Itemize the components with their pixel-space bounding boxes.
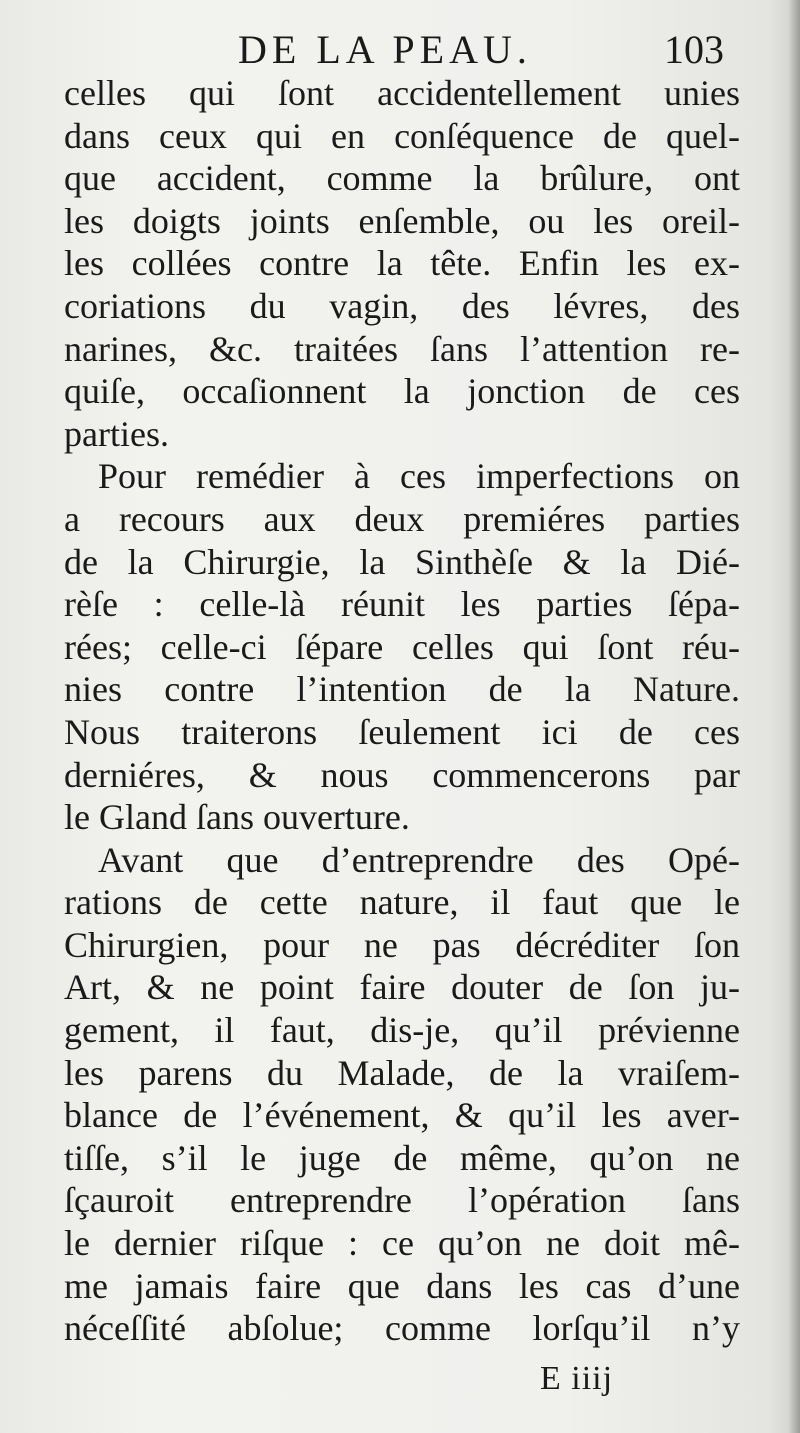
text-line: a recours aux deux premiéres parties bbox=[64, 498, 740, 539]
running-head: DE LA PEAU. bbox=[238, 27, 532, 72]
text-line: parties. bbox=[64, 413, 169, 454]
text-line: blance de l’événement, & qu’il les aver- bbox=[64, 1095, 740, 1136]
text-line: que accident, comme la brûlure, ont bbox=[64, 158, 740, 199]
text-line: gement, il faut, dis-je, qu’il prévienne bbox=[64, 1010, 740, 1051]
text-line: tiſſe, s’il le juge de même, qu’on ne bbox=[64, 1137, 740, 1178]
page-number: 103 bbox=[664, 27, 724, 72]
body-text bbox=[64, 72, 740, 1350]
text-line: rées; celle-ci ſépare celles qui ſont réu- bbox=[64, 626, 740, 667]
text-line: ſçauroit entreprendre l’opération ſans bbox=[64, 1180, 740, 1221]
text-line: les parens du Malade, de la vraiſem- bbox=[64, 1052, 740, 1093]
text-line: le dernier riſque : ce qu’on ne doit mê- bbox=[64, 1223, 740, 1264]
text-line: les collées contre la tête. Enfin les ex- bbox=[64, 243, 740, 284]
text-line: nies contre l’intention de la Nature. bbox=[64, 669, 740, 710]
text-line: les doigts joints enſemble, ou les oreil- bbox=[64, 200, 740, 241]
text-line: derniéres, & nous commencerons par bbox=[64, 754, 740, 795]
text-line: Art, & ne point faire douter de ſon ju- bbox=[64, 967, 740, 1008]
page-header bbox=[0, 22, 800, 78]
text-line: rations de cette nature, il faut que le bbox=[64, 882, 740, 923]
text-line: rèſe : celle-là réunit les parties ſépa- bbox=[64, 584, 740, 625]
text-line: me jamais faire que dans les cas d’une bbox=[64, 1265, 740, 1306]
text-line: de la Chirurgie, la Sinthèſe & la Dié- bbox=[64, 541, 740, 582]
text-line: dans ceux qui en conſéquence de quel- bbox=[64, 115, 740, 156]
text-line: celles qui ſont accidentellement unies bbox=[64, 73, 740, 113]
text-line: quiſe, occaſionnent la jonction de ces bbox=[64, 371, 740, 412]
text-line: coriations du vagin, des lévres, des bbox=[64, 285, 740, 326]
text-line: Pour remédier à ces imperfections on bbox=[98, 456, 740, 497]
text-line: narines, &c. traitées ſans l’attention re- bbox=[64, 328, 740, 369]
text-line: Nous traiterons ſeulement ici de ces bbox=[64, 711, 740, 752]
catchword-signature: E iiij bbox=[540, 1360, 614, 1397]
text-line: le Gland ſans ouverture. bbox=[64, 797, 410, 838]
text-line: Avant que d’entreprendre des Opé- bbox=[98, 839, 740, 880]
text-line: Chirurgien, pour ne pas décréditer ſon bbox=[64, 924, 740, 965]
text-line: néceſſité abſolue; comme lorſqu’il n’y bbox=[64, 1308, 740, 1349]
